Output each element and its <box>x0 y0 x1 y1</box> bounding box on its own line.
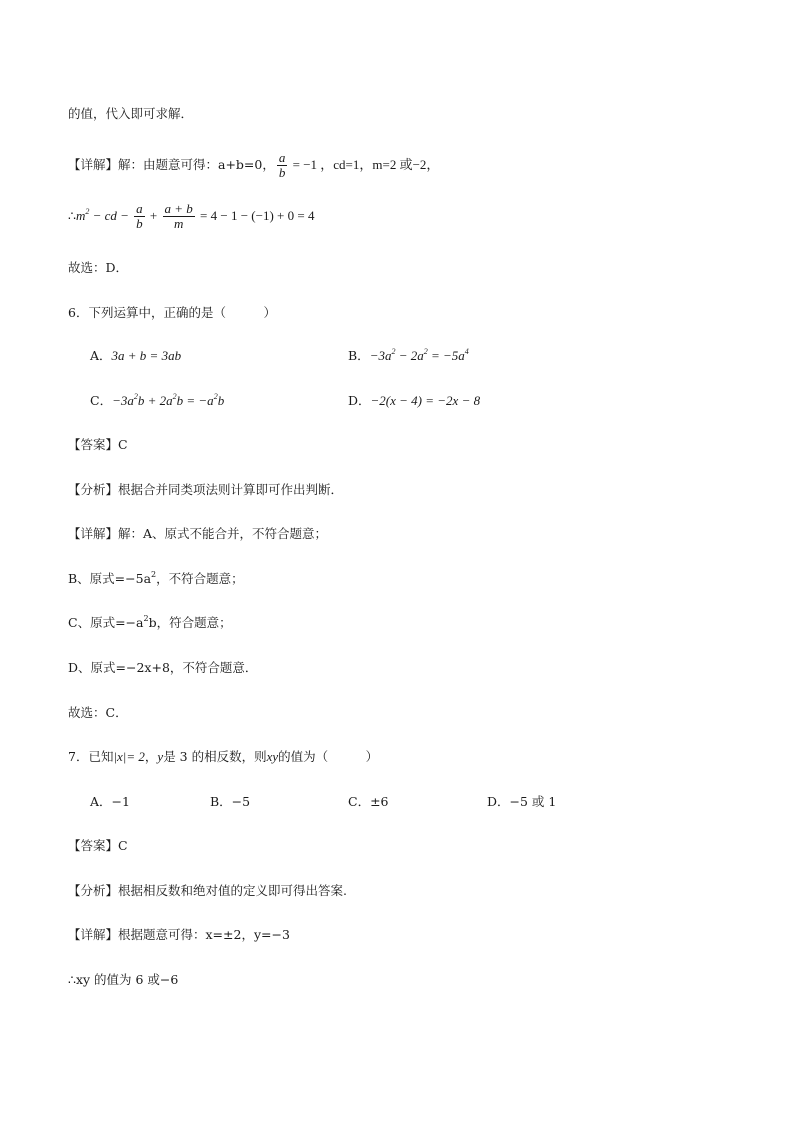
var-y: y <box>157 749 164 764</box>
fraction-a-over-b: $\frac{a}{b}$ <box>278 150 286 180</box>
q6-analysis: 【分析】根据合并同类项法则计算即可作出判断． <box>68 482 344 497</box>
q6-option-c: C．$-3a^2b + 2a^2b = -a^2b$ <box>90 392 225 408</box>
q7-option-b: B．−5 <box>210 794 251 809</box>
var-xy: xy <box>266 749 279 764</box>
q5-detail-rest: = −1 ，cd=1，m=2 或−2， <box>289 157 440 172</box>
q6-stem: 6．下列运算中，正确的是（ ） <box>68 305 276 320</box>
expr-result: = 4 − 1 − (−1) + 0 = 4 <box>196 208 315 223</box>
expr-plus: + <box>146 208 161 223</box>
q5-detail-line <box>68 150 439 180</box>
q6-option-b: B．$-3a^2 - 2a^2 = -5a^4$ <box>348 347 469 363</box>
q7-stem: 7．已知|x|= 2，y是 3 的相反数，则xy的值为（ ） <box>68 749 379 764</box>
q6-option-a: A．3a + b = 3ab <box>90 348 182 363</box>
q7-analysis: 【分析】根据相反数和绝对值的定义即可得出答案. <box>68 883 347 898</box>
q7-option-a: A．−1 <box>90 794 130 809</box>
q5-detail-text: 【详解】解：由题意可得：a+b=0， <box>68 157 275 172</box>
expr-m: $m^2$ <box>75 207 90 223</box>
q7-answer: 【答案】C <box>68 838 128 853</box>
q6-detail-b: B、原式$=-5a^2$，不符合题意； <box>68 570 244 586</box>
q7-detail: 【详解】根据题意可得：x=±2，y=−3 <box>68 927 290 942</box>
q7-option-c: C．±6 <box>348 794 389 809</box>
q6-option-d: D．−2(x − 4) = −2x − 8 <box>348 393 481 408</box>
fraction-a-over-b-2: $\frac{a}{b}$ <box>136 201 143 231</box>
q5-computation-line <box>68 200 314 232</box>
q6-choose: 故选：C． <box>68 705 128 720</box>
q7-conclusion: ∴xy 的值为 6 或−6 <box>68 972 179 987</box>
solution-continuation: 的值，代入即可求解． <box>68 106 194 121</box>
fraction-apb-over-m: $\frac{a + b}{m}$ <box>164 201 193 231</box>
q6-detail-d: D、原式=−2x+8，不符合题意． <box>68 660 258 675</box>
q6-answer: 【答案】C <box>68 437 128 452</box>
abs-x-expr: |x|= 2 <box>113 749 145 764</box>
q6-detail-c: C、原式$=-a^2b$，符合题意； <box>68 614 232 630</box>
q5-choose: 故选：D． <box>68 260 129 275</box>
therefore-symbol: ∴ <box>68 208 76 223</box>
q6-detail: 【详解】解：A、原式不能合并，不符合题意； <box>68 526 328 541</box>
expr-minus-cd: − cd − <box>89 208 133 223</box>
q7-option-d: D．−5 或 1 <box>487 794 557 809</box>
